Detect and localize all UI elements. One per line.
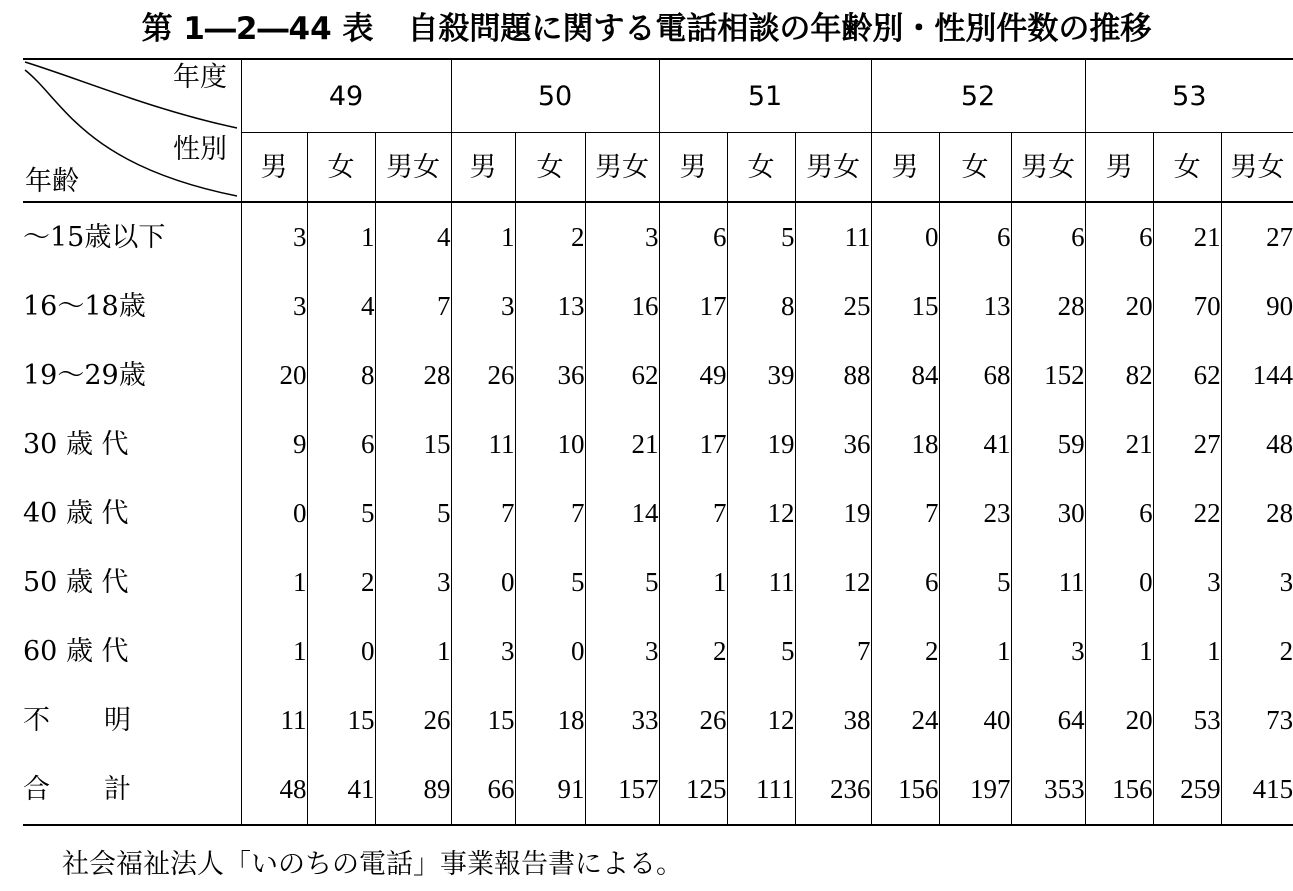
table-row: [23, 548, 1293, 617]
table-cell: 157: [585, 755, 659, 825]
table-row: [23, 617, 1293, 686]
table-cell: 12: [727, 686, 795, 755]
table-cell: 7: [659, 479, 727, 548]
table-cell: 10: [515, 410, 585, 479]
sex-axis-label: 性別: [173, 134, 227, 165]
table-cell: 13: [939, 272, 1011, 341]
table-cell: 8: [307, 341, 375, 410]
table-row: [23, 686, 1293, 755]
table-cell: 41: [307, 755, 375, 825]
table-cell: 415: [1221, 755, 1293, 825]
source-note: 社会福祉法人「いのちの電話」事業報告書による。: [62, 849, 683, 880]
table-cell: 12: [795, 548, 871, 617]
year-header-50: 50: [451, 59, 659, 133]
table-cell: 41: [939, 410, 1011, 479]
table-cell: 5: [375, 479, 451, 548]
data-table: [23, 58, 1293, 826]
sex-header-53-1: 女: [1153, 133, 1221, 203]
table-cell: 4: [307, 272, 375, 341]
row-label: ～15歳以下: [23, 222, 166, 253]
sex-header-49-1: 女: [307, 133, 375, 203]
table-cell: 3: [1011, 617, 1085, 686]
sex-header-49-2: 男女: [375, 133, 451, 203]
table-cell: 48: [241, 755, 307, 825]
table-cell: 89: [375, 755, 451, 825]
table-cell: 1: [375, 617, 451, 686]
table-cell: 2: [1221, 617, 1293, 686]
table-cell: 6: [1011, 202, 1085, 272]
sex-header-53-0: 男: [1085, 133, 1153, 203]
table-row: [23, 272, 1293, 341]
table-cell: 6: [871, 548, 939, 617]
table-cell: 6: [659, 202, 727, 272]
table-cell: 3: [1153, 548, 1221, 617]
table-cell: 1: [1085, 617, 1153, 686]
table-cell: 11: [451, 410, 515, 479]
table-cell: 1: [659, 548, 727, 617]
table-cell: 14: [585, 479, 659, 548]
table-cell: 5: [939, 548, 1011, 617]
table-cell: 19: [727, 410, 795, 479]
table-cell: 0: [307, 617, 375, 686]
sex-header-52-0: 男: [871, 133, 939, 203]
table-cell: 3: [241, 272, 307, 341]
table-caption: 自殺問題に関する電話相談の年齢別・性別件数の推移: [407, 11, 1152, 47]
table-cell: 1: [307, 202, 375, 272]
table-cell: 3: [451, 617, 515, 686]
table-cell: 2: [871, 617, 939, 686]
year-axis-label: 年度: [173, 62, 227, 93]
table-cell: 73: [1221, 686, 1293, 755]
year-header-49: 49: [241, 59, 451, 133]
sex-header-49-0: 男: [241, 133, 307, 203]
row-label: 16～18歳: [23, 291, 146, 322]
table-cell: 6: [1085, 479, 1153, 548]
table-cell: 0: [871, 202, 939, 272]
table-cell: 62: [585, 341, 659, 410]
table-cell: 17: [659, 272, 727, 341]
table-cell: 144: [1221, 341, 1293, 410]
table-row: [23, 410, 1293, 479]
table-cell: 64: [1011, 686, 1085, 755]
table-cell: 24: [871, 686, 939, 755]
table-cell: 39: [727, 341, 795, 410]
table-cell: 0: [451, 548, 515, 617]
table-cell: 84: [871, 341, 939, 410]
table-cell: 12: [727, 479, 795, 548]
sex-header-50-0: 男: [451, 133, 515, 203]
table-cell: 27: [1153, 410, 1221, 479]
table-cell: 5: [727, 617, 795, 686]
table-cell: 353: [1011, 755, 1085, 825]
table-row: [23, 341, 1293, 410]
table-cell: 26: [659, 686, 727, 755]
table-cell: 0: [241, 479, 307, 548]
age-axis-label: 年齢: [25, 166, 79, 197]
table-cell: 11: [241, 686, 307, 755]
table-cell: 7: [451, 479, 515, 548]
table-cell: 6: [1085, 202, 1153, 272]
table-cell: 125: [659, 755, 727, 825]
table-cell: 25: [795, 272, 871, 341]
table-cell: 62: [1153, 341, 1221, 410]
table-cell: 27: [1221, 202, 1293, 272]
table-row: [23, 755, 1293, 825]
table-cell: 3: [375, 548, 451, 617]
table-cell: 28: [1011, 272, 1085, 341]
table-cell: 30: [1011, 479, 1085, 548]
table-cell: 18: [515, 686, 585, 755]
sex-header-50-1: 女: [515, 133, 585, 203]
table-cell: 23: [939, 479, 1011, 548]
table-cell: 13: [515, 272, 585, 341]
table-cell: 22: [1153, 479, 1221, 548]
sex-header-53-2: 男女: [1221, 133, 1293, 203]
table-cell: 3: [585, 202, 659, 272]
table-cell: 197: [939, 755, 1011, 825]
table-row: [23, 479, 1293, 548]
table-cell: 1: [241, 617, 307, 686]
table-cell: 7: [795, 617, 871, 686]
table-cell: 88: [795, 341, 871, 410]
sex-header-51-2: 男女: [795, 133, 871, 203]
corner-header-cell: [23, 59, 241, 202]
table-cell: 40: [939, 686, 1011, 755]
table-cell: 5: [515, 548, 585, 617]
table-cell: 82: [1085, 341, 1153, 410]
table-cell: 4: [375, 202, 451, 272]
table-cell: 49: [659, 341, 727, 410]
table-cell: 6: [307, 410, 375, 479]
table-cell: 18: [871, 410, 939, 479]
row-label: 合 計: [23, 755, 241, 825]
table-cell: 1: [1153, 617, 1221, 686]
row-label: 30 歳 代: [23, 429, 129, 460]
table-cell: 259: [1153, 755, 1221, 825]
table-cell: 11: [1011, 548, 1085, 617]
table-cell: 7: [871, 479, 939, 548]
table-cell: 9: [241, 410, 307, 479]
table-cell: 15: [871, 272, 939, 341]
table-cell: 28: [375, 341, 451, 410]
table-cell: 11: [795, 202, 871, 272]
table-cell: 3: [451, 272, 515, 341]
table-cell: 17: [659, 410, 727, 479]
row-label: 50 歳 代: [23, 567, 129, 598]
table-cell: 26: [375, 686, 451, 755]
table-number: 第 1―2―44 表: [141, 11, 374, 47]
table-cell: 68: [939, 341, 1011, 410]
table-cell: 16: [585, 272, 659, 341]
table-cell: 1: [241, 548, 307, 617]
table-cell: 8: [727, 272, 795, 341]
table-cell: 5: [307, 479, 375, 548]
table-cell: 48: [1221, 410, 1293, 479]
sex-header-51-1: 女: [727, 133, 795, 203]
header-row-years: [23, 59, 1293, 133]
table-cell: 38: [795, 686, 871, 755]
table-cell: 15: [307, 686, 375, 755]
table-cell: 111: [727, 755, 795, 825]
table-cell: 152: [1011, 341, 1085, 410]
row-label: 60 歳 代: [23, 636, 129, 667]
table-cell: 20: [241, 341, 307, 410]
table-cell: 15: [451, 686, 515, 755]
table-cell: 59: [1011, 410, 1085, 479]
table-cell: 3: [1221, 548, 1293, 617]
table-row: [23, 202, 1293, 272]
table-cell: 53: [1153, 686, 1221, 755]
row-label: 不 明: [23, 705, 131, 736]
table-cell: 33: [585, 686, 659, 755]
table-cell: 36: [515, 341, 585, 410]
sex-header-52-2: 男女: [1011, 133, 1085, 203]
row-label: 40 歳 代: [23, 498, 129, 529]
sex-header-52-1: 女: [939, 133, 1011, 203]
table-cell: 19: [795, 479, 871, 548]
table-cell: 90: [1221, 272, 1293, 341]
table-cell: 3: [241, 202, 307, 272]
table-cell: 156: [871, 755, 939, 825]
table-cell: 5: [585, 548, 659, 617]
table-cell: 36: [795, 410, 871, 479]
table-cell: 11: [727, 548, 795, 617]
table-cell: 70: [1153, 272, 1221, 341]
sex-header-50-2: 男女: [585, 133, 659, 203]
table-cell: 7: [515, 479, 585, 548]
table-cell: 21: [1153, 202, 1221, 272]
table-cell: 1: [451, 202, 515, 272]
table-cell: 2: [515, 202, 585, 272]
table-cell: 236: [795, 755, 871, 825]
table-cell: 91: [515, 755, 585, 825]
table-cell: 15: [375, 410, 451, 479]
row-label: 19～29歳: [23, 360, 146, 391]
table-cell: 66: [451, 755, 515, 825]
year-header-51: 51: [659, 59, 871, 133]
table-cell: 0: [515, 617, 585, 686]
table-title: [0, 6, 1293, 52]
table-cell: 3: [585, 617, 659, 686]
table-cell: 21: [585, 410, 659, 479]
table-cell: 20: [1085, 272, 1153, 341]
table-cell: 6: [939, 202, 1011, 272]
table-cell: 2: [659, 617, 727, 686]
table-cell: 21: [1085, 410, 1153, 479]
table-cell: 2: [307, 548, 375, 617]
table-cell: 156: [1085, 755, 1153, 825]
table-cell: 28: [1221, 479, 1293, 548]
table-cell: 5: [727, 202, 795, 272]
table-cell: 7: [375, 272, 451, 341]
sex-header-51-0: 男: [659, 133, 727, 203]
table-cell: 1: [939, 617, 1011, 686]
year-header-53: 53: [1085, 59, 1293, 133]
year-header-52: 52: [871, 59, 1085, 133]
table-cell: 20: [1085, 686, 1153, 755]
table-cell: 0: [1085, 548, 1153, 617]
table-cell: 26: [451, 341, 515, 410]
